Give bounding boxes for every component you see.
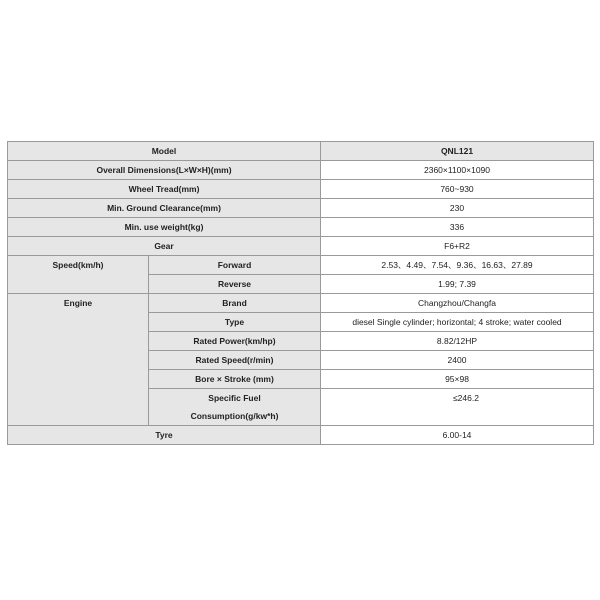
table-row-wheel-tread xyxy=(8,180,594,199)
model-label: Model xyxy=(8,142,321,161)
table-row-tyre xyxy=(8,426,594,445)
dimensions-label: Overall Dimensions(L×W×H)(mm) xyxy=(8,161,321,180)
bore-stroke-label: Bore × Stroke (mm) xyxy=(149,370,321,389)
gear-label: Gear xyxy=(8,237,321,256)
reverse-label: Reverse xyxy=(149,275,321,294)
fuel-label-line2: Consumption(g/kw*h) xyxy=(190,411,279,421)
table-row-ground-clearance xyxy=(8,199,594,218)
weight-value: 336 xyxy=(321,218,594,237)
tyre-value: 6.00-14 xyxy=(321,426,594,445)
reverse-value: 1.99; 7.39 xyxy=(321,275,594,294)
rated-speed-label: Rated Speed(r/min) xyxy=(149,351,321,370)
fuel-consumption-label xyxy=(149,389,321,426)
rated-power-label: Rated Power(km/hp) xyxy=(149,332,321,351)
tyre-label: Tyre xyxy=(8,426,321,445)
engine-group-label: Engine xyxy=(8,294,149,426)
ground-clearance-value: 230 xyxy=(321,199,594,218)
wheel-tread-label: Wheel Tread(mm) xyxy=(8,180,321,199)
forward-value: 2.53、4.49、7.54、9.36、16.63、27.89 xyxy=(321,256,594,275)
table-row-gear xyxy=(8,237,594,256)
weight-label: Min. use weight(kg) xyxy=(8,218,321,237)
gear-value: F6+R2 xyxy=(321,237,594,256)
brand-label: Brand xyxy=(149,294,321,313)
ground-clearance-label: Min. Ground Clearance(mm) xyxy=(8,199,321,218)
brand-value: Changzhou/Changfa xyxy=(321,294,594,313)
type-value: diesel Single cylinder; horizontal; 4 stroke; water cooled xyxy=(321,313,594,332)
fuel-label-line1: Specific Fuel xyxy=(208,393,261,403)
rated-power-value: 8.82/12HP xyxy=(321,332,594,351)
dimensions-value: 2360×1100×1090 xyxy=(321,161,594,180)
table-row-weight xyxy=(8,218,594,237)
table-row-dimensions xyxy=(8,161,594,180)
wheel-tread-value: 760~930 xyxy=(321,180,594,199)
speed-group-label: Speed(km/h) xyxy=(8,256,149,294)
specification-table xyxy=(7,141,594,445)
table-row-speed-forward xyxy=(8,256,594,275)
bore-stroke-value: 95×98 xyxy=(321,370,594,389)
table-row-engine-brand xyxy=(8,294,594,313)
table-row-model xyxy=(8,142,594,161)
forward-label: Forward xyxy=(149,256,321,275)
fuel-consumption-value: ≤246.2 xyxy=(321,389,594,426)
model-value: QNL121 xyxy=(321,142,594,161)
rated-speed-value: 2400 xyxy=(321,351,594,370)
type-label: Type xyxy=(149,313,321,332)
